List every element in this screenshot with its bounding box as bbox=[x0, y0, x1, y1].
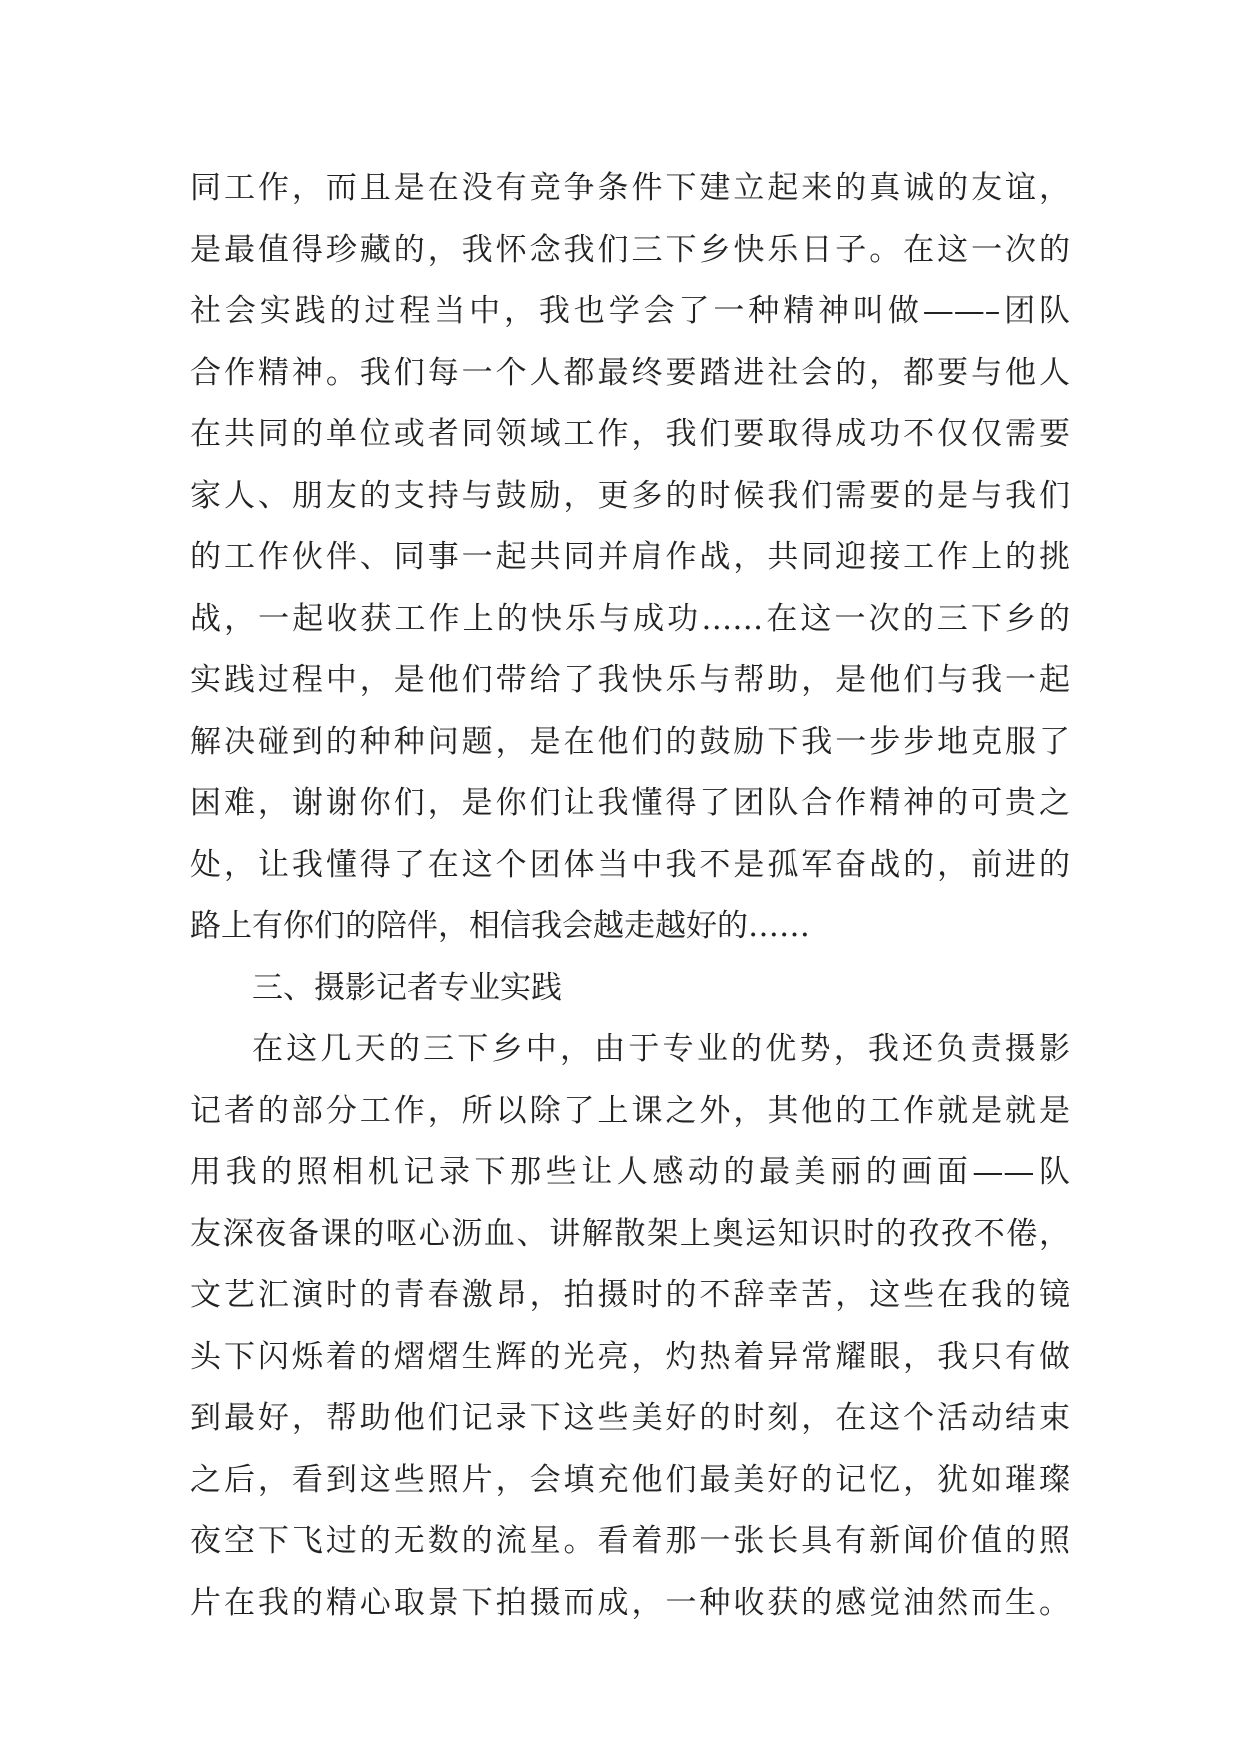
text-line: 是最值得珍藏的，我怀念我们三下乡快乐日子。在这一次的 bbox=[190, 231, 1070, 268]
text-line: 到最好，帮助他们记录下这些美好的时刻，在这个活动结束 bbox=[190, 1400, 1070, 1436]
document-body bbox=[190, 158, 1070, 1634]
text-line: 路上有你们的陪伴，相信我会越走越好的…… bbox=[190, 908, 810, 944]
text-line: 同工作，而且是在没有竞争条件下建立起来的真诚的友谊， bbox=[190, 170, 1070, 206]
text-line: 头下闪烁着的熠熠生辉的光亮，灼热着异常耀眼，我只有做 bbox=[190, 1338, 1070, 1375]
text-line: 困难，谢谢你们，是你们让我懂得了团队合作精神的可贵之 bbox=[190, 785, 1070, 821]
text-line: 在这几天的三下乡中，由于专业的优势，我还负责摄影 bbox=[252, 1031, 1070, 1067]
paragraph-photography bbox=[190, 1019, 1070, 1634]
text-line: 片在我的精心取景下拍摄而成，一种收获的感觉油然而生。 bbox=[190, 1584, 1070, 1621]
text-line: 在共同的单位或者同领域工作，我们要取得成功不仅仅需要 bbox=[190, 416, 1070, 452]
text-line: 文艺汇演时的青春激昂，拍摄时的不辞幸苦，这些在我的镜 bbox=[190, 1277, 1070, 1313]
section-heading bbox=[190, 958, 1070, 1020]
text-line: 合作精神。我们每一个人都最终要踏进社会的，都要与他人 bbox=[190, 354, 1070, 391]
text-line: 友深夜备课的呕心沥血、讲解散架上奥运知识时的孜孜不倦， bbox=[190, 1215, 1070, 1252]
text-line: 记者的部分工作，所以除了上课之外，其他的工作就是就是 bbox=[190, 1092, 1070, 1129]
text-line: 解决碰到的种种问题，是在他们的鼓励下我一步步地克服了 bbox=[190, 723, 1070, 760]
text-line: 之后，看到这些照片，会填充他们最美好的记忆，犹如璀璨 bbox=[190, 1461, 1070, 1498]
paragraph-continued bbox=[190, 158, 1070, 958]
text-line: 社会实践的过程当中，我也学会了一种精神叫做——–团队 bbox=[190, 293, 1070, 329]
text-line: 夜空下飞过的无数的流星。看着那一张长具有新闻价值的照 bbox=[190, 1523, 1070, 1559]
section-heading-text: 三、摄影记者专业实践 bbox=[252, 969, 562, 1006]
text-line: 实践过程中，是他们带给了我快乐与帮助，是他们与我一起 bbox=[190, 662, 1070, 698]
text-line: 战，一起收获工作上的快乐与成功……在这一次的三下乡的 bbox=[190, 600, 1070, 637]
text-line: 的工作伙伴、同事一起共同并肩作战，共同迎接工作上的挑 bbox=[190, 539, 1070, 575]
text-line: 用我的照相机记录下那些让人感动的最美丽的画面——队 bbox=[190, 1154, 1070, 1190]
text-line: 处，让我懂得了在这个团体当中我不是孤军奋战的，前进的 bbox=[190, 846, 1070, 883]
text-line: 家人、朋友的支持与鼓励，更多的时候我们需要的是与我们 bbox=[190, 477, 1070, 514]
